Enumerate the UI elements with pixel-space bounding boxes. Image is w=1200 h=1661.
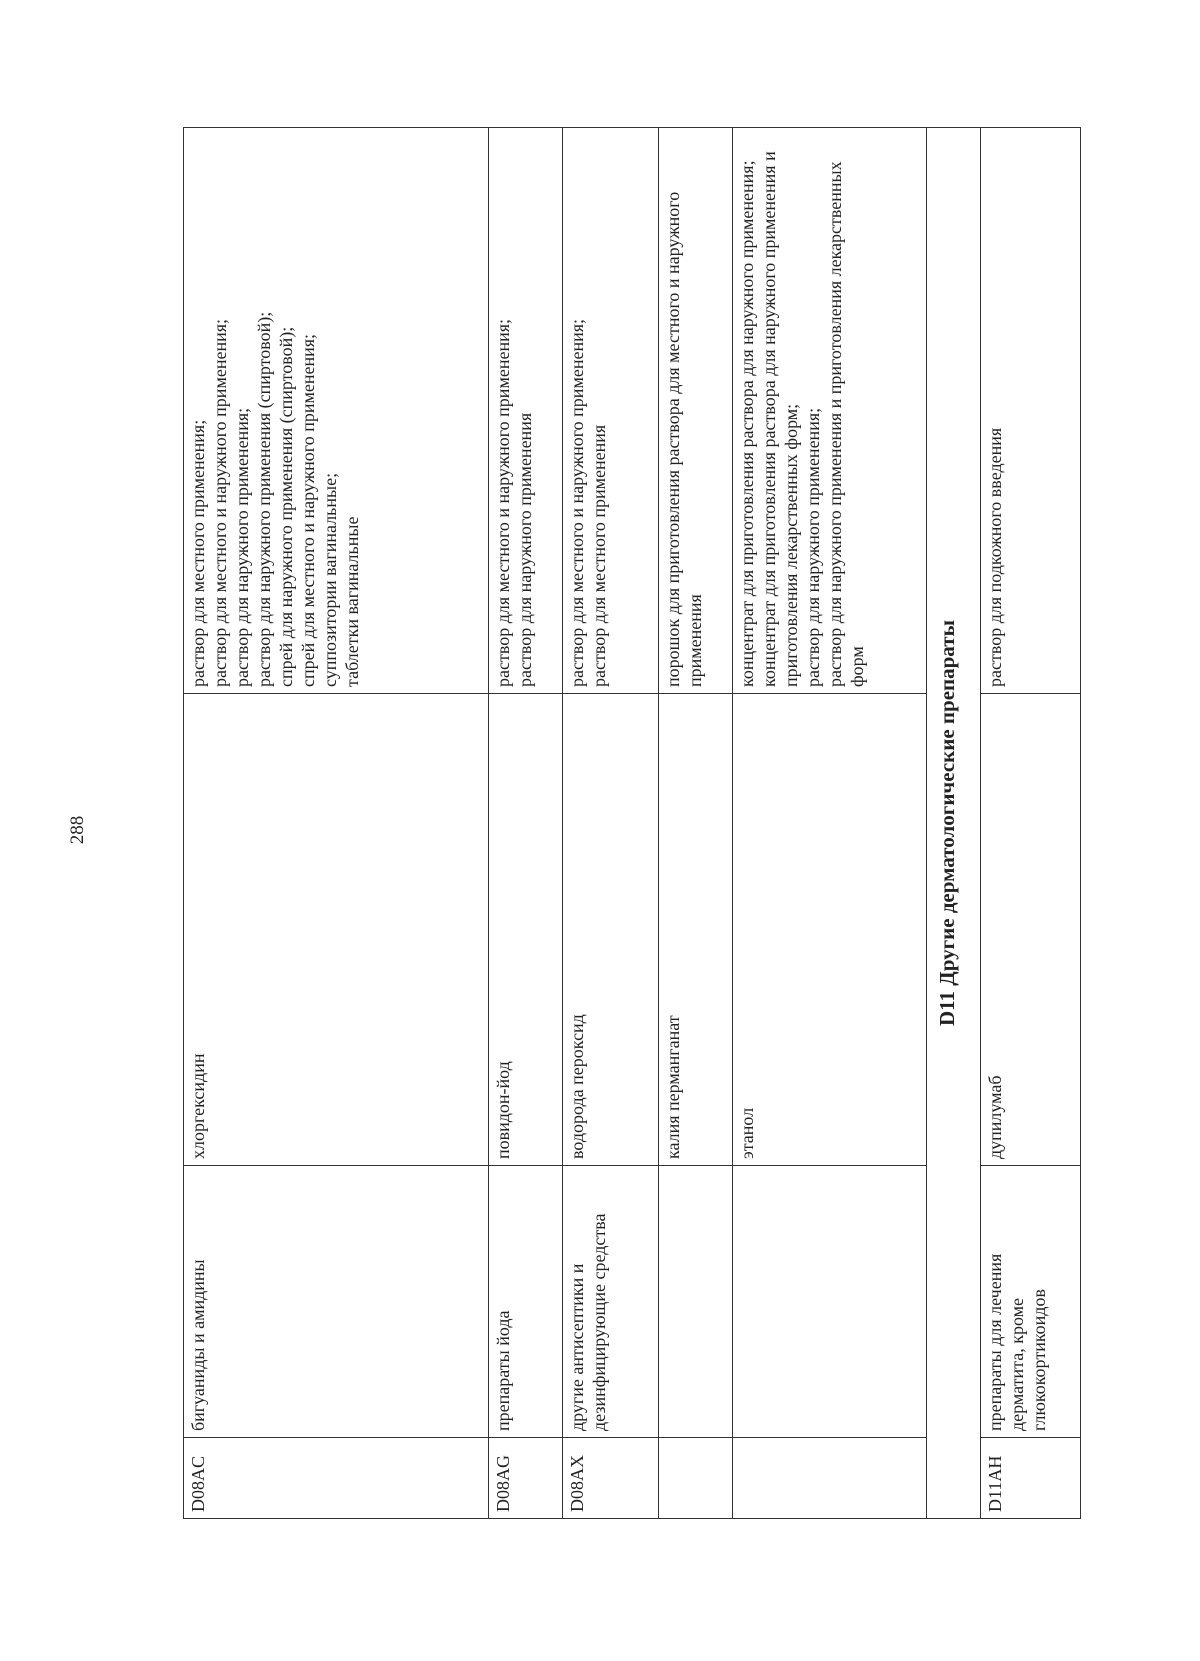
dosage-forms-cell xyxy=(733,128,927,694)
dosage-form-line: раствор для наружного применения xyxy=(515,412,535,687)
substance-cell: этанол xyxy=(733,694,927,1166)
dosage-form-line: раствор для местного и наружного применения; xyxy=(567,319,587,687)
dosage-form-line: раствор для местного применения; xyxy=(188,419,208,687)
atc-code-cell xyxy=(733,1438,927,1519)
table-row xyxy=(184,128,489,1519)
substance-cell: водорода пероксид xyxy=(563,694,659,1166)
dosage-form-line: порошок для приготовления раствора для местного и наружного применения xyxy=(663,191,705,687)
dosage-forms-cell xyxy=(563,128,659,694)
atc-code-cell: D11AH xyxy=(981,1438,1081,1519)
dosage-forms-cell xyxy=(184,128,489,694)
dosage-form-line: спрей для местного и наружного применения; xyxy=(298,333,318,687)
atc-code-cell: D08AX xyxy=(563,1438,659,1519)
group-cell: препараты для лечения дерматита, кроме глюкокортикоидов xyxy=(981,1166,1081,1438)
substance-cell: повидон-йод xyxy=(489,694,563,1166)
table-row xyxy=(563,128,659,1519)
medicine-table xyxy=(183,127,1081,1519)
section-title: D11 Другие дерматологические препараты xyxy=(927,128,981,1519)
dosage-form-line: раствор для наружного применения (спиртовой); xyxy=(254,311,274,687)
dosage-forms-cell xyxy=(981,128,1081,694)
dosage-form-line: раствор для наружного применения и приготовления лекарственных форм xyxy=(825,161,867,687)
substance-cell: дупилумаб xyxy=(981,694,1081,1166)
section-row xyxy=(927,128,981,1519)
dosage-form-line: раствор для местного и наружного применения; xyxy=(493,319,513,687)
group-cell xyxy=(733,1166,927,1438)
substance-cell: хлоргексидин xyxy=(184,694,489,1166)
substance-cell: калия перманганат xyxy=(659,694,733,1166)
medicine-table-rotated xyxy=(183,128,1085,1519)
dosage-form-line: суппозитории вагинальные; xyxy=(320,472,340,687)
atc-code-cell: D08AG xyxy=(489,1438,563,1519)
dosage-form-line: спрей для наружного применения (спиртовой); xyxy=(276,326,296,687)
table-row xyxy=(733,128,927,1519)
table-row xyxy=(659,128,733,1519)
page-number: 288 xyxy=(67,815,88,845)
dosage-form-line: концентрат для приготовления раствора для наружного применения; xyxy=(737,160,757,687)
dosage-form-line: раствор для наружного применения; xyxy=(232,407,252,687)
dosage-forms-cell xyxy=(659,128,733,694)
group-cell: другие антисептики и дезинфицирующие средства xyxy=(563,1166,659,1438)
group-cell xyxy=(659,1166,733,1438)
atc-code-cell: D08AC xyxy=(184,1438,489,1519)
dosage-forms-cell xyxy=(489,128,563,694)
dosage-form-line: раствор для подкожного введения xyxy=(985,427,1005,687)
atc-code-cell xyxy=(659,1438,733,1519)
dosage-form-line: концентрат для приготовления раствора для наружного применения и приготовления лекарственных форм; xyxy=(759,151,801,687)
table-row xyxy=(489,128,563,1519)
table-row xyxy=(981,128,1081,1519)
dosage-form-line: раствор для наружного применения; xyxy=(803,407,823,687)
group-cell: препараты йода xyxy=(489,1166,563,1438)
dosage-form-line: раствор для местного и наружного применения; xyxy=(210,319,230,687)
dosage-form-line: раствор для местного применения xyxy=(589,424,609,687)
dosage-form-line: таблетки вагинальные xyxy=(342,516,362,687)
group-cell: бигуаниды и амидины xyxy=(184,1166,489,1438)
